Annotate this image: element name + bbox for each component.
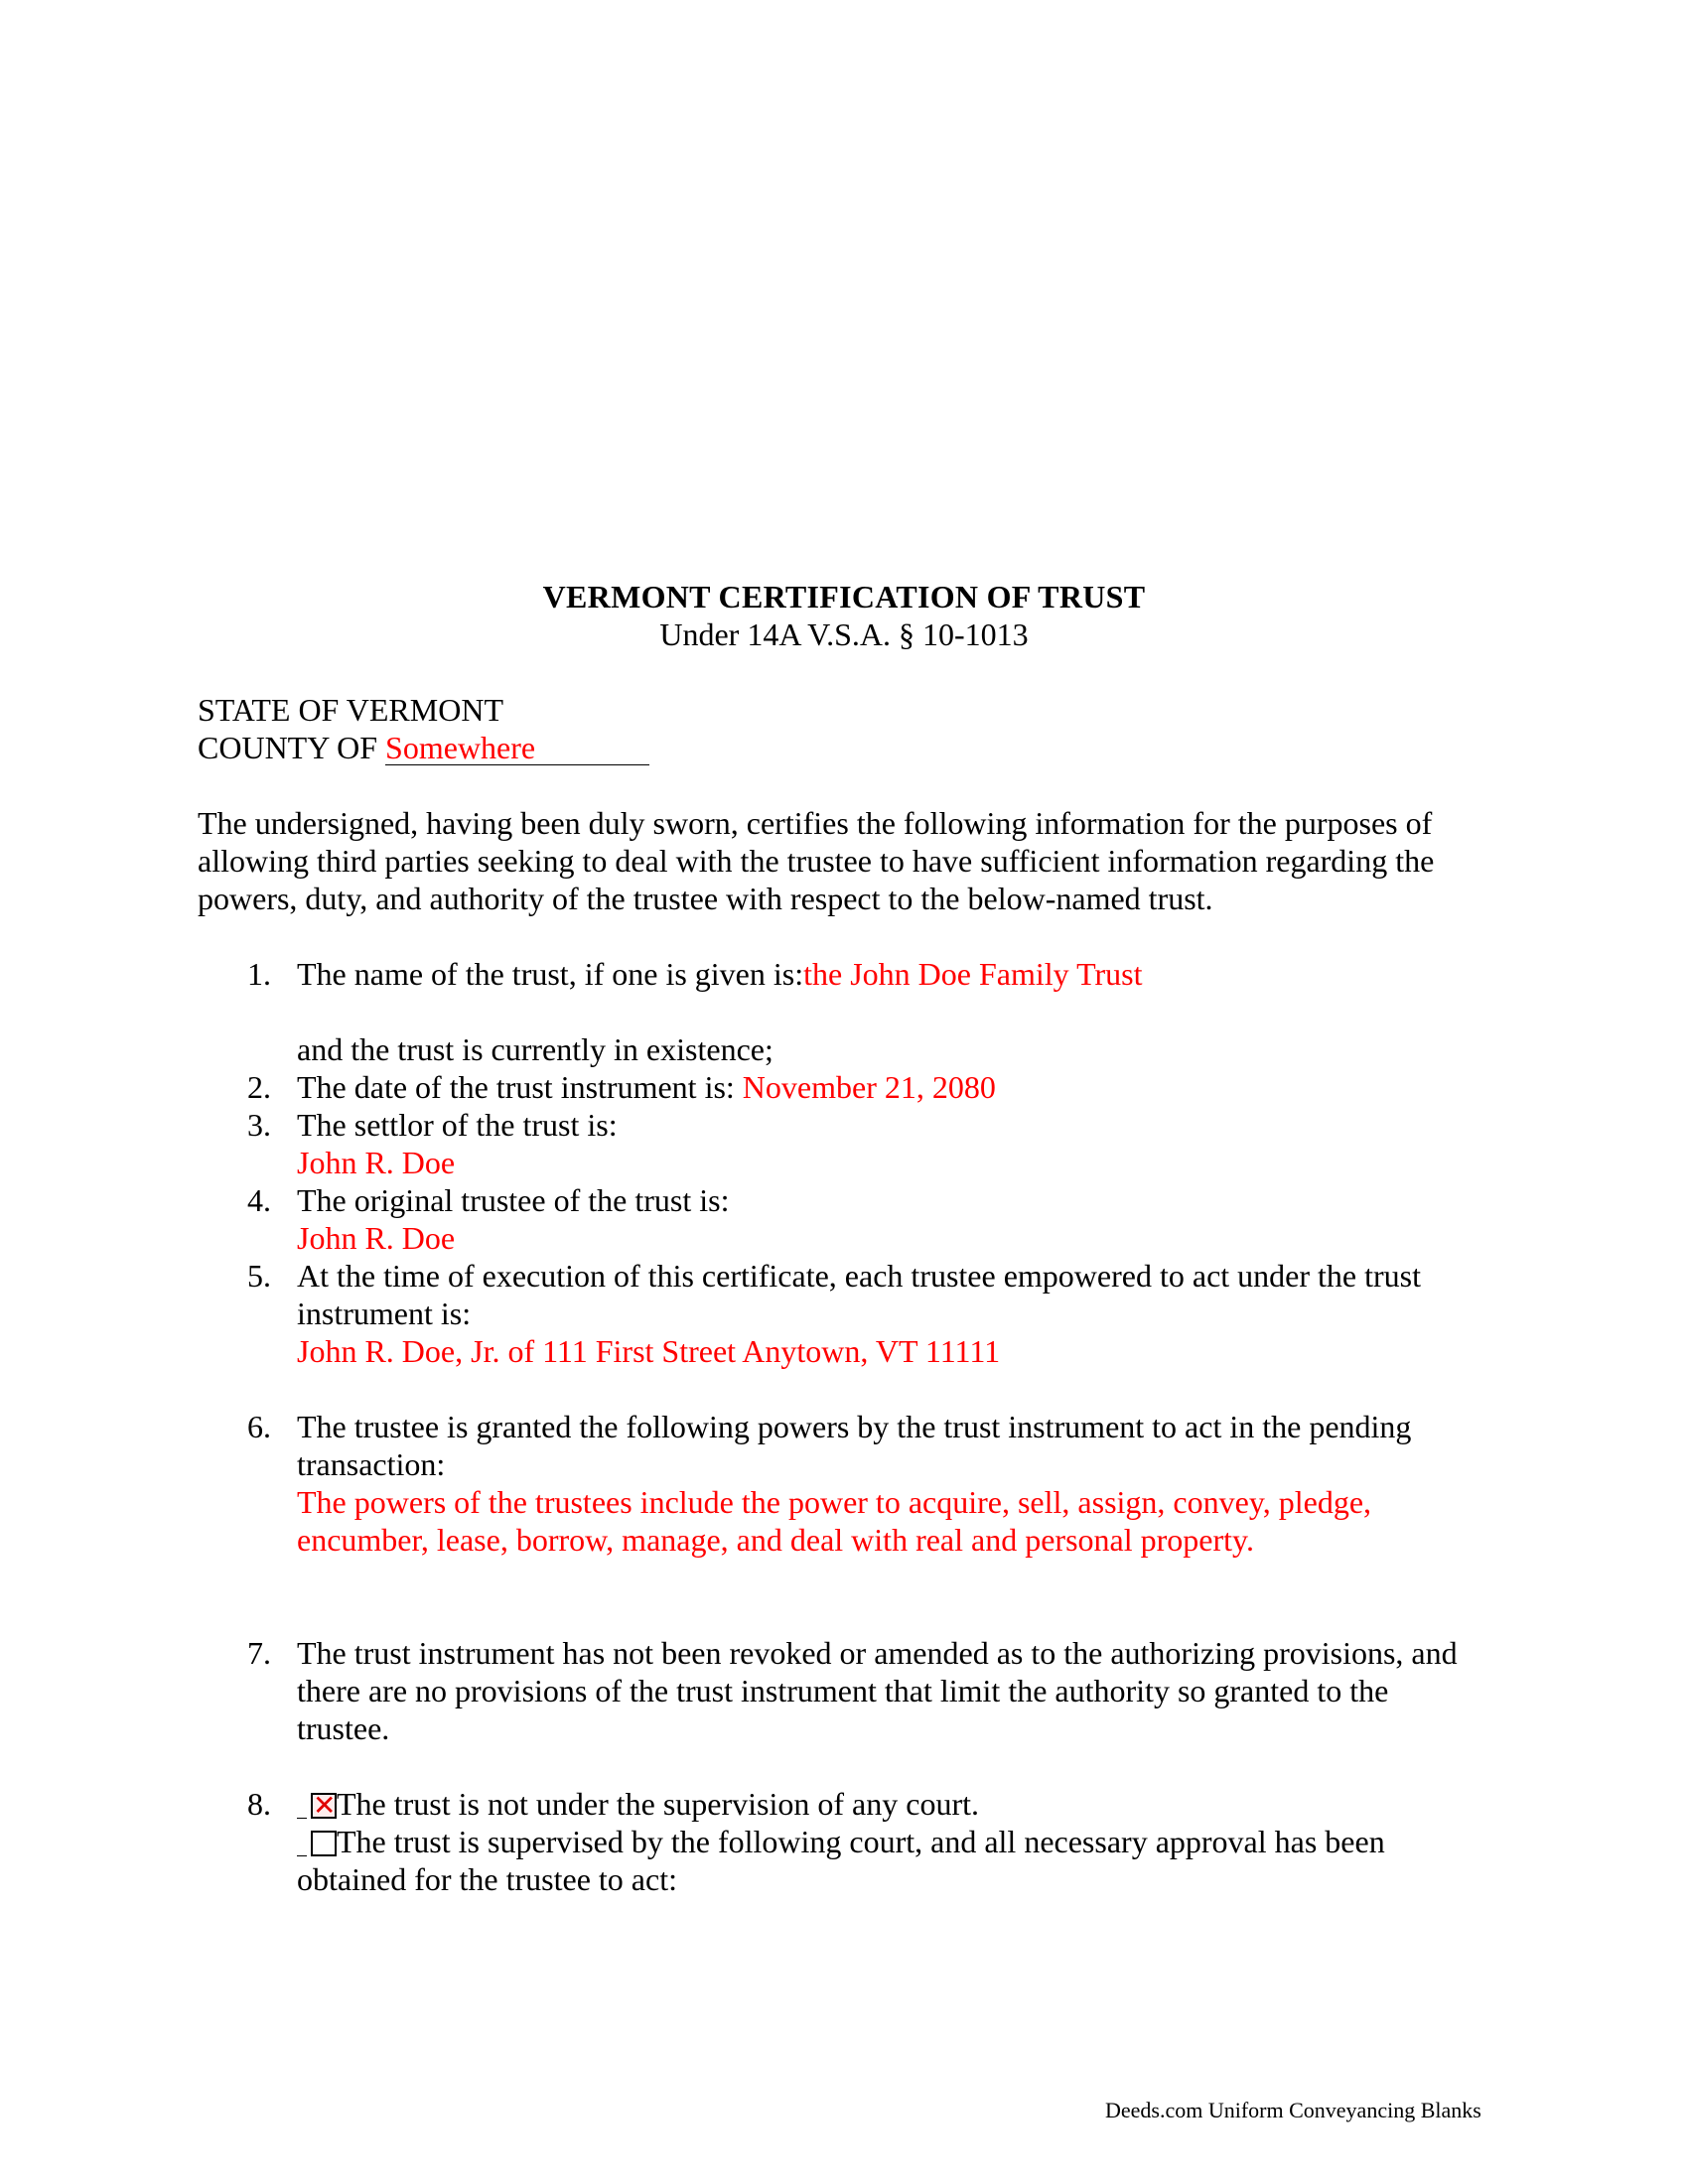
item-number: 2.: [247, 1069, 271, 1105]
item-text: The trust instrument has not been revoked or amended as to the authorizing provisions, and there are no provisions of the trust instrument that limit the authority so granted to the trustee.: [297, 1635, 1458, 1746]
court-option-b: [297, 1823, 1488, 1898]
item-text: The trustee is granted the following powers by the trust instrument to act in the pending transaction:: [297, 1409, 1412, 1482]
county-field[interactable]: Somewhere: [385, 731, 649, 765]
item-number: 1.: [247, 956, 271, 992]
current-trustee-field[interactable]: John R. Doe, Jr. of 111 First Street Anytown, VT 11111: [297, 1333, 1001, 1369]
original-trustee-field[interactable]: John R. Doe: [297, 1220, 456, 1256]
footer-credit: Deeds.com Uniform Conveyancing Blanks: [1105, 2098, 1481, 2122]
trust-date-field[interactable]: November 21, 2080: [742, 1069, 996, 1105]
item-text: At the time of execution of this certificate, each trustee empowered to act under the trust instrument is:: [297, 1258, 1421, 1331]
intro-paragraph: The undersigned, having been duly sworn, certifies the following information for the purposes of allowing third parties seeking to deal with the trustee to have sufficient information regarding the powers, duty, and authority of the trustee with respect to the below-named trust.: [198, 805, 1435, 916]
item-text: The settlor of the trust is:: [297, 1107, 618, 1143]
court-option-a: [297, 1785, 1488, 1823]
item-number: 8.: [247, 1786, 271, 1822]
item-text: The original trustee of the trust is:: [297, 1182, 730, 1218]
county-label: COUNTY OF: [198, 730, 378, 765]
trustee-powers-field[interactable]: The powers of the trustees include the power to acquire, sell, assign, convey, pledge, encumber, lease, borrow, manage, and deal with real and personal property.: [297, 1484, 1372, 1558]
checked-x-icon: ✕: [313, 1789, 337, 1822]
trust-name-field[interactable]: the John Doe Family Trust: [803, 956, 1143, 992]
item-tail: and the trust is currently in existence;: [297, 1031, 774, 1067]
checkbox-supervised[interactable]: [311, 1831, 337, 1856]
item-text: The name of the trust, if one is given is:: [297, 956, 804, 992]
document-subtitle: Under 14A V.S.A. § 10-1013: [659, 616, 1029, 652]
item-number: 7.: [247, 1635, 271, 1671]
title-block: [0, 578, 1688, 653]
item-number: 3.: [247, 1107, 271, 1143]
state-line: STATE OF VERMONT: [198, 692, 503, 728]
settlor-field[interactable]: John R. Doe: [297, 1145, 456, 1180]
underline-rule: [297, 1830, 307, 1856]
county-line: [198, 729, 649, 766]
item-number: 5.: [247, 1258, 271, 1294]
venue-block: [198, 691, 649, 766]
item-number: 4.: [247, 1182, 271, 1218]
item-text: The date of the trust instrument is:: [297, 1069, 735, 1105]
document-title: VERMONT CERTIFICATION OF TRUST: [542, 579, 1146, 614]
option-a-text: The trust is not under the supervision of any court.: [337, 1786, 979, 1822]
option-b-text: The trust is supervised by the following court, and all necessary approval has been obtained for the trustee to act:: [297, 1824, 1385, 1897]
underline-rule: [297, 1792, 307, 1819]
checkbox-not-supervised[interactable]: [311, 1789, 337, 1822]
item-number: 6.: [247, 1409, 271, 1444]
